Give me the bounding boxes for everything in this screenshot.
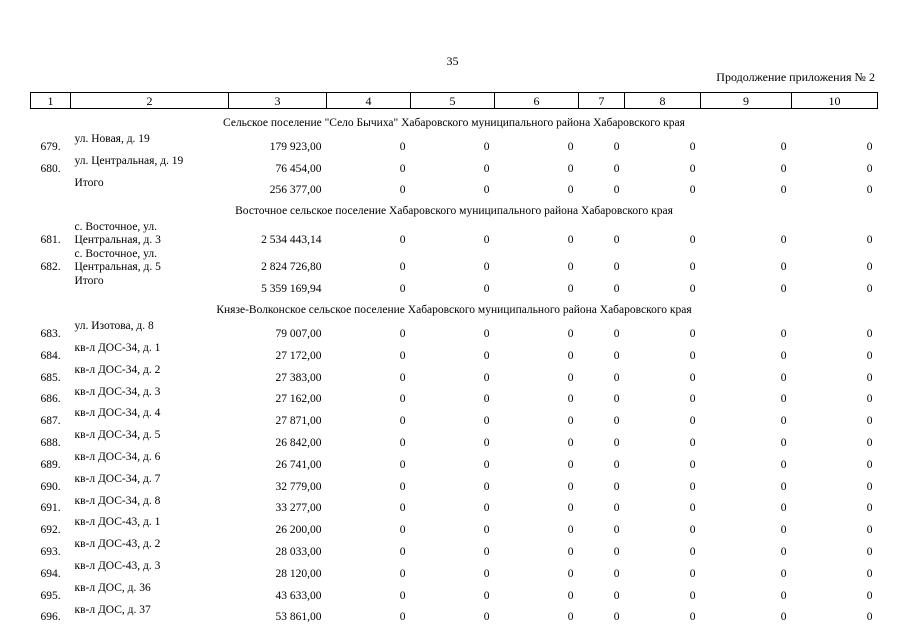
amount-cell: 2 534 443,14 bbox=[261, 234, 322, 247]
value-cell: 0 bbox=[613, 545, 620, 558]
address-line: кв-л ДОС-34, д. 8 bbox=[74, 494, 161, 507]
value-cell: 0 bbox=[780, 393, 787, 406]
row-number: 685. bbox=[40, 371, 61, 384]
section-title: Восточное сельское поселение Хабаровского муниципального района Хабаровского края bbox=[235, 205, 673, 218]
value-cell: 0 bbox=[780, 480, 787, 493]
value-cell: 0 bbox=[689, 524, 696, 537]
address-cell bbox=[71, 450, 229, 472]
value-cell: 0 bbox=[689, 349, 696, 362]
value-cell: 0 bbox=[399, 184, 406, 197]
address-cell bbox=[71, 406, 229, 428]
address-line: Центральная, д. 5 bbox=[74, 261, 161, 274]
value-cell: 0 bbox=[399, 349, 406, 362]
value-cell: 0 bbox=[689, 436, 696, 449]
value-cell: 0 bbox=[483, 458, 490, 471]
row-number: 682. bbox=[40, 261, 61, 274]
row-number: 696. bbox=[40, 611, 61, 624]
value-cell: 0 bbox=[567, 261, 574, 274]
value-cell: 0 bbox=[866, 349, 873, 362]
value-cell: 0 bbox=[399, 502, 406, 515]
value-cell: 0 bbox=[689, 393, 696, 406]
value-cell: 0 bbox=[866, 415, 873, 428]
value-cell: 0 bbox=[689, 480, 696, 493]
value-cell: 0 bbox=[483, 234, 490, 247]
value-cell: 0 bbox=[613, 327, 620, 340]
address-cell bbox=[71, 363, 229, 385]
column-header: 2 bbox=[71, 93, 229, 109]
value-cell: 0 bbox=[613, 524, 620, 537]
value-cell: 0 bbox=[866, 502, 873, 515]
value-cell: 0 bbox=[567, 502, 574, 515]
value-cell: 0 bbox=[780, 283, 787, 296]
amount-cell: 33 277,00 bbox=[275, 502, 322, 515]
address-line: кв-л ДОС-34, д. 2 bbox=[74, 363, 161, 376]
address-line: кв-л ДОС, д. 36 bbox=[74, 581, 151, 594]
value-cell: 0 bbox=[866, 436, 873, 449]
table-row bbox=[31, 385, 878, 407]
value-cell: 0 bbox=[780, 261, 787, 274]
address-cell bbox=[71, 603, 229, 625]
column-header: 4 bbox=[327, 93, 411, 109]
table-row bbox=[31, 472, 878, 494]
value-cell: 0 bbox=[866, 567, 873, 580]
row-number: 681. bbox=[40, 234, 61, 247]
value-cell: 0 bbox=[613, 458, 620, 471]
address-cell bbox=[71, 385, 229, 407]
amount-cell: 76 454,00 bbox=[275, 162, 322, 175]
column-header: 5 bbox=[411, 93, 495, 109]
row-number: 679. bbox=[40, 140, 61, 153]
amount-cell: 5 359 169,94 bbox=[261, 283, 322, 296]
value-cell: 0 bbox=[780, 502, 787, 515]
value-cell: 0 bbox=[483, 371, 490, 384]
value-cell: 0 bbox=[399, 327, 406, 340]
value-cell: 0 bbox=[399, 480, 406, 493]
row-number: 691. bbox=[40, 502, 61, 515]
address-cell bbox=[71, 581, 229, 603]
section-header-row bbox=[31, 109, 878, 133]
value-cell: 0 bbox=[780, 371, 787, 384]
value-cell: 0 bbox=[866, 458, 873, 471]
amount-cell: 26 200,00 bbox=[275, 524, 322, 537]
value-cell: 0 bbox=[567, 545, 574, 558]
address-cell bbox=[71, 154, 229, 176]
table-row bbox=[31, 406, 878, 428]
table-row bbox=[31, 581, 878, 603]
value-cell: 0 bbox=[399, 371, 406, 384]
value-cell: 0 bbox=[399, 589, 406, 602]
value-cell: 0 bbox=[613, 140, 620, 153]
total-row bbox=[31, 176, 878, 198]
column-header: 1 bbox=[31, 93, 71, 109]
address-line: кв-л ДОС-43, д. 1 bbox=[74, 516, 161, 529]
table-row bbox=[31, 537, 878, 559]
value-cell: 0 bbox=[866, 261, 873, 274]
table-row bbox=[31, 319, 878, 341]
value-cell: 0 bbox=[689, 371, 696, 384]
value-cell: 0 bbox=[613, 234, 620, 247]
row-number: 695. bbox=[40, 589, 61, 602]
amount-cell: 27 162,00 bbox=[275, 393, 322, 406]
value-cell: 0 bbox=[613, 611, 620, 624]
value-cell: 0 bbox=[567, 140, 574, 153]
column-header: 7 bbox=[579, 93, 625, 109]
value-cell: 0 bbox=[399, 162, 406, 175]
value-cell: 0 bbox=[866, 611, 873, 624]
value-cell: 0 bbox=[483, 567, 490, 580]
amount-cell: 2 824 726,80 bbox=[261, 261, 322, 274]
value-cell: 0 bbox=[866, 283, 873, 296]
data-table bbox=[30, 92, 878, 624]
value-cell: 0 bbox=[780, 611, 787, 624]
section-title: Князе-Волконское сельское поселение Хабаровского муниципального района Хабаровского края bbox=[216, 304, 692, 317]
value-cell: 0 bbox=[567, 415, 574, 428]
value-cell: 0 bbox=[689, 611, 696, 624]
value-cell: 0 bbox=[780, 234, 787, 247]
value-cell: 0 bbox=[689, 415, 696, 428]
row-number: 694. bbox=[40, 567, 61, 580]
value-cell: 0 bbox=[483, 480, 490, 493]
value-cell: 0 bbox=[780, 162, 787, 175]
table-row bbox=[31, 559, 878, 581]
value-cell: 0 bbox=[483, 184, 490, 197]
value-cell: 0 bbox=[483, 162, 490, 175]
value-cell: 0 bbox=[613, 436, 620, 449]
address-cell bbox=[71, 472, 229, 494]
address-line: кв-л ДОС, д. 37 bbox=[74, 603, 151, 616]
row-number: 687. bbox=[40, 415, 61, 428]
value-cell: 0 bbox=[483, 502, 490, 515]
value-cell: 0 bbox=[399, 283, 406, 296]
value-cell: 0 bbox=[483, 545, 490, 558]
value-cell: 0 bbox=[780, 415, 787, 428]
row-number: 693. bbox=[40, 545, 61, 558]
total-label bbox=[71, 176, 229, 198]
table-row bbox=[31, 428, 878, 450]
address-cell bbox=[71, 341, 229, 363]
value-cell: 0 bbox=[613, 415, 620, 428]
value-cell: 0 bbox=[866, 480, 873, 493]
value-cell: 0 bbox=[689, 327, 696, 340]
value-cell: 0 bbox=[866, 140, 873, 153]
row-number: 680. bbox=[40, 162, 61, 175]
value-cell: 0 bbox=[689, 140, 696, 153]
value-cell: 0 bbox=[483, 589, 490, 602]
value-cell: 0 bbox=[483, 283, 490, 296]
value-cell: 0 bbox=[780, 140, 787, 153]
value-cell: 0 bbox=[689, 261, 696, 274]
row-number: 690. bbox=[40, 480, 61, 493]
amount-cell: 53 861,00 bbox=[275, 611, 322, 624]
value-cell: 0 bbox=[613, 480, 620, 493]
value-cell: 0 bbox=[780, 524, 787, 537]
value-cell: 0 bbox=[399, 436, 406, 449]
table-row bbox=[31, 603, 878, 625]
value-cell: 0 bbox=[483, 393, 490, 406]
address-line: ул. Новая, д. 19 bbox=[74, 133, 150, 145]
value-cell: 0 bbox=[866, 545, 873, 558]
value-cell: 0 bbox=[483, 436, 490, 449]
value-cell: 0 bbox=[613, 349, 620, 362]
value-cell: 0 bbox=[866, 524, 873, 537]
address-line: Итого bbox=[74, 176, 104, 189]
row-number: 692. bbox=[40, 524, 61, 537]
value-cell: 0 bbox=[689, 502, 696, 515]
column-header: 3 bbox=[229, 93, 327, 109]
value-cell: 0 bbox=[567, 371, 574, 384]
value-cell: 0 bbox=[399, 261, 406, 274]
address-line: ул. Изотова, д. 8 bbox=[74, 320, 154, 333]
address-cell bbox=[71, 515, 229, 537]
address-cell bbox=[71, 537, 229, 559]
amount-cell: 256 377,00 bbox=[269, 184, 322, 197]
value-cell: 0 bbox=[567, 458, 574, 471]
address-cell bbox=[71, 494, 229, 516]
value-cell: 0 bbox=[399, 567, 406, 580]
value-cell: 0 bbox=[567, 349, 574, 362]
address-cell bbox=[71, 319, 229, 341]
address-line: кв-л ДОС-34, д. 3 bbox=[74, 385, 161, 398]
amount-cell: 27 871,00 bbox=[275, 415, 322, 428]
value-cell: 0 bbox=[780, 589, 787, 602]
value-cell: 0 bbox=[483, 261, 490, 274]
row-number bbox=[31, 176, 71, 198]
value-cell: 0 bbox=[399, 415, 406, 428]
value-cell: 0 bbox=[689, 589, 696, 602]
table-row bbox=[31, 220, 878, 247]
address-line: кв-л ДОС-34, д. 6 bbox=[74, 450, 161, 463]
address-line: кв-л ДОС-34, д. 7 bbox=[74, 472, 161, 485]
value-cell: 0 bbox=[613, 502, 620, 515]
total-label bbox=[71, 274, 229, 296]
amount-cell: 26 741,00 bbox=[275, 458, 322, 471]
value-cell: 0 bbox=[613, 184, 620, 197]
value-cell: 0 bbox=[567, 184, 574, 197]
value-cell: 0 bbox=[399, 458, 406, 471]
value-cell: 0 bbox=[780, 327, 787, 340]
page-number: 35 bbox=[446, 54, 459, 68]
column-header: 10 bbox=[792, 93, 878, 109]
value-cell: 0 bbox=[780, 184, 787, 197]
value-cell: 0 bbox=[567, 589, 574, 602]
value-cell: 0 bbox=[567, 393, 574, 406]
table-row bbox=[31, 341, 878, 363]
value-cell: 0 bbox=[689, 162, 696, 175]
address-line: Центральная, д. 3 bbox=[74, 234, 161, 247]
amount-cell: 28 033,00 bbox=[275, 545, 322, 558]
amount-cell: 27 383,00 bbox=[275, 371, 322, 384]
appendix-continuation-note: Продолжение приложения № 2 bbox=[716, 70, 875, 84]
value-cell: 0 bbox=[613, 371, 620, 384]
value-cell: 0 bbox=[567, 480, 574, 493]
value-cell: 0 bbox=[866, 184, 873, 197]
column-header: 6 bbox=[495, 93, 579, 109]
amount-cell: 43 633,00 bbox=[275, 589, 322, 602]
value-cell: 0 bbox=[613, 567, 620, 580]
column-header: 8 bbox=[625, 93, 701, 109]
table-row bbox=[31, 494, 878, 516]
value-cell: 0 bbox=[780, 436, 787, 449]
value-cell: 0 bbox=[866, 234, 873, 247]
value-cell: 0 bbox=[689, 184, 696, 197]
value-cell: 0 bbox=[613, 261, 620, 274]
value-cell: 0 bbox=[399, 611, 406, 624]
amount-cell: 79 007,00 bbox=[275, 327, 322, 340]
value-cell: 0 bbox=[567, 283, 574, 296]
address-cell bbox=[71, 220, 229, 247]
value-cell: 0 bbox=[689, 234, 696, 247]
amount-cell: 32 779,00 bbox=[275, 480, 322, 493]
value-cell: 0 bbox=[483, 415, 490, 428]
section-title: Сельское поселение "Село Бычиха" Хабаровского муниципального района Хабаровского края bbox=[223, 117, 685, 129]
column-number-header-row bbox=[31, 93, 878, 109]
address-line: с. Восточное, ул. bbox=[74, 248, 158, 261]
row-number: 684. bbox=[40, 349, 61, 362]
value-cell: 0 bbox=[399, 545, 406, 558]
amount-cell: 179 923,00 bbox=[269, 140, 322, 153]
amount-cell: 26 842,00 bbox=[275, 436, 322, 449]
value-cell: 0 bbox=[399, 234, 406, 247]
address-line: кв-л ДОС-43, д. 2 bbox=[74, 538, 161, 551]
table-row bbox=[31, 450, 878, 472]
value-cell: 0 bbox=[399, 393, 406, 406]
value-cell: 0 bbox=[567, 162, 574, 175]
value-cell: 0 bbox=[866, 393, 873, 406]
amount-cell: 28 120,00 bbox=[275, 567, 322, 580]
value-cell: 0 bbox=[567, 327, 574, 340]
value-cell: 0 bbox=[780, 545, 787, 558]
value-cell: 0 bbox=[866, 371, 873, 384]
value-cell: 0 bbox=[567, 524, 574, 537]
value-cell: 0 bbox=[689, 458, 696, 471]
address-line: ул. Центральная, д. 19 bbox=[74, 154, 184, 167]
value-cell: 0 bbox=[780, 567, 787, 580]
row-number bbox=[31, 274, 71, 296]
table-row bbox=[31, 515, 878, 537]
section-header-row bbox=[31, 296, 878, 319]
value-cell: 0 bbox=[567, 436, 574, 449]
table-row bbox=[31, 132, 878, 154]
address-cell bbox=[71, 132, 229, 154]
address-cell bbox=[71, 247, 229, 274]
value-cell: 0 bbox=[689, 545, 696, 558]
value-cell: 0 bbox=[780, 349, 787, 362]
value-cell: 0 bbox=[866, 162, 873, 175]
row-number: 686. bbox=[40, 393, 61, 406]
address-cell bbox=[71, 428, 229, 450]
row-number: 683. bbox=[40, 327, 61, 340]
address-line: кв-л ДОС-34, д. 5 bbox=[74, 429, 161, 442]
value-cell: 0 bbox=[689, 283, 696, 296]
value-cell: 0 bbox=[483, 611, 490, 624]
value-cell: 0 bbox=[613, 589, 620, 602]
value-cell: 0 bbox=[866, 327, 873, 340]
row-number: 688. bbox=[40, 436, 61, 449]
value-cell: 0 bbox=[483, 327, 490, 340]
total-row bbox=[31, 274, 878, 296]
address-line: кв-л ДОС-34, д. 1 bbox=[74, 341, 161, 354]
value-cell: 0 bbox=[483, 349, 490, 362]
value-cell: 0 bbox=[613, 162, 620, 175]
value-cell: 0 bbox=[483, 140, 490, 153]
amount-cell: 27 172,00 bbox=[275, 349, 322, 362]
value-cell: 0 bbox=[613, 283, 620, 296]
value-cell: 0 bbox=[689, 567, 696, 580]
table-row bbox=[31, 154, 878, 176]
address-line: с. Восточное, ул. bbox=[74, 221, 158, 234]
table-row bbox=[31, 363, 878, 385]
value-cell: 0 bbox=[567, 611, 574, 624]
address-cell bbox=[71, 559, 229, 581]
column-header: 9 bbox=[701, 93, 792, 109]
address-line: кв-л ДОС-34, д. 4 bbox=[74, 407, 161, 420]
value-cell: 0 bbox=[567, 234, 574, 247]
value-cell: 0 bbox=[866, 589, 873, 602]
value-cell: 0 bbox=[567, 567, 574, 580]
address-line: кв-л ДОС-43, д. 3 bbox=[74, 559, 161, 572]
value-cell: 0 bbox=[780, 458, 787, 471]
address-line: Итого bbox=[74, 275, 104, 288]
value-cell: 0 bbox=[483, 524, 490, 537]
value-cell: 0 bbox=[399, 524, 406, 537]
value-cell: 0 bbox=[399, 140, 406, 153]
row-number: 689. bbox=[40, 458, 61, 471]
section-header-row bbox=[31, 197, 878, 220]
table-row bbox=[31, 247, 878, 274]
value-cell: 0 bbox=[613, 393, 620, 406]
